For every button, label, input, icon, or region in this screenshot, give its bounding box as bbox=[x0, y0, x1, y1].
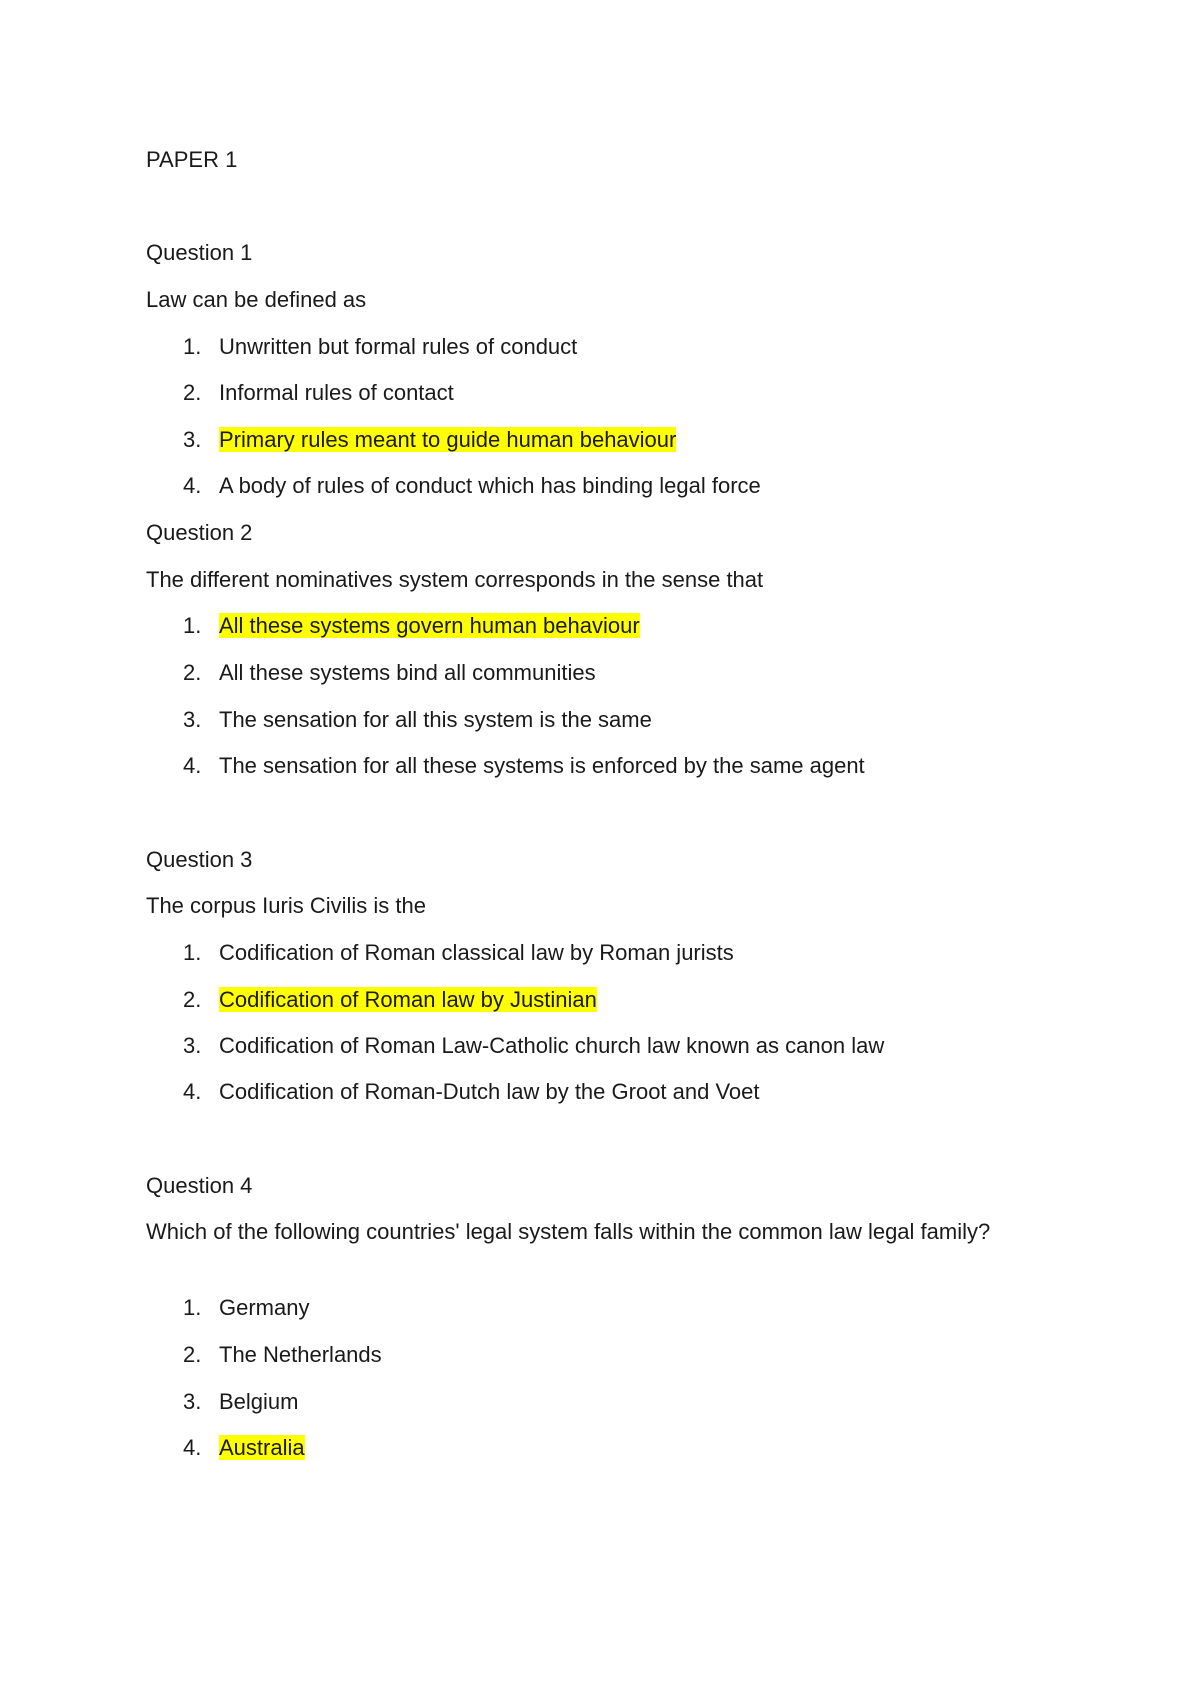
question-1-option-1 bbox=[183, 333, 577, 361]
question-3-prompt: The corpus Iuris Civilis is the bbox=[146, 893, 426, 918]
option-number: 1. bbox=[183, 940, 202, 965]
question-3-heading: Question 3 bbox=[146, 847, 253, 872]
option-text: The Netherlands bbox=[219, 1342, 382, 1367]
option-number: 3. bbox=[183, 427, 202, 452]
option-text: A body of rules of conduct which has binding legal force bbox=[219, 473, 761, 498]
option-number: 3. bbox=[183, 1389, 202, 1414]
option-number: 1. bbox=[183, 613, 202, 638]
question-1-prompt: Law can be defined as bbox=[146, 287, 367, 312]
highlighted-answer: Australia bbox=[219, 1435, 305, 1460]
question-1-option-3 bbox=[183, 426, 676, 454]
question-3-option-3 bbox=[183, 1032, 884, 1060]
question-4-heading: Question 4 bbox=[146, 1173, 253, 1198]
question-1-option-4 bbox=[183, 472, 761, 500]
option-text: The sensation for all these systems is enforced by the same agent bbox=[219, 753, 865, 778]
option-number: 4. bbox=[183, 1435, 202, 1460]
option-number: 2. bbox=[183, 987, 202, 1012]
question-4-option-4 bbox=[183, 1434, 305, 1462]
option-text: Codification of Roman Law-Catholic church law known as canon law bbox=[219, 1033, 885, 1058]
option-text: Codification of Roman-Dutch law by the Groot and Voet bbox=[219, 1079, 760, 1104]
option-number: 2. bbox=[183, 660, 202, 685]
highlighted-answer: Codification of Roman law by Justinian bbox=[219, 987, 597, 1012]
option-number: 4. bbox=[183, 1079, 202, 1104]
option-number: 2. bbox=[183, 1342, 202, 1367]
option-number: 3. bbox=[183, 1033, 202, 1058]
page-title: PAPER 1 bbox=[146, 147, 238, 172]
question-4-option-1 bbox=[183, 1294, 309, 1322]
option-number: 1. bbox=[183, 334, 202, 359]
question-4-option-2 bbox=[183, 1341, 382, 1369]
option-number: 1. bbox=[183, 1295, 202, 1320]
question-1-heading: Question 1 bbox=[146, 240, 253, 265]
highlighted-answer: All these systems govern human behaviour bbox=[219, 613, 640, 638]
option-text: Codification of Roman classical law by Roman jurists bbox=[219, 940, 734, 965]
question-2-option-1 bbox=[183, 612, 640, 640]
option-text: Unwritten but formal rules of conduct bbox=[219, 334, 578, 359]
question-3-option-1 bbox=[183, 939, 734, 967]
option-text: Germany bbox=[219, 1295, 310, 1320]
option-number: 2. bbox=[183, 380, 202, 405]
question-2-heading: Question 2 bbox=[146, 520, 253, 545]
option-number: 3. bbox=[183, 707, 202, 732]
question-2-option-4 bbox=[183, 752, 865, 780]
question-3-option-4 bbox=[183, 1078, 760, 1106]
option-text: Belgium bbox=[219, 1389, 299, 1414]
question-2-option-2 bbox=[183, 659, 596, 687]
question-1-option-2 bbox=[183, 379, 454, 407]
option-text: Informal rules of contact bbox=[219, 380, 454, 405]
option-text: The sensation for all this system is the same bbox=[219, 707, 652, 732]
option-text: All these systems bind all communities bbox=[219, 660, 596, 685]
question-4-prompt: Which of the following countries' legal system falls within the common law legal family? bbox=[146, 1219, 991, 1244]
question-2-option-3 bbox=[183, 706, 652, 734]
option-number: 4. bbox=[183, 473, 202, 498]
question-4-option-3 bbox=[183, 1388, 298, 1416]
option-number: 4. bbox=[183, 753, 202, 778]
question-2-prompt: The different nominatives system corresponds in the sense that bbox=[146, 567, 764, 592]
highlighted-answer: Primary rules meant to guide human behaviour bbox=[219, 427, 677, 452]
question-3-option-2 bbox=[183, 986, 597, 1014]
